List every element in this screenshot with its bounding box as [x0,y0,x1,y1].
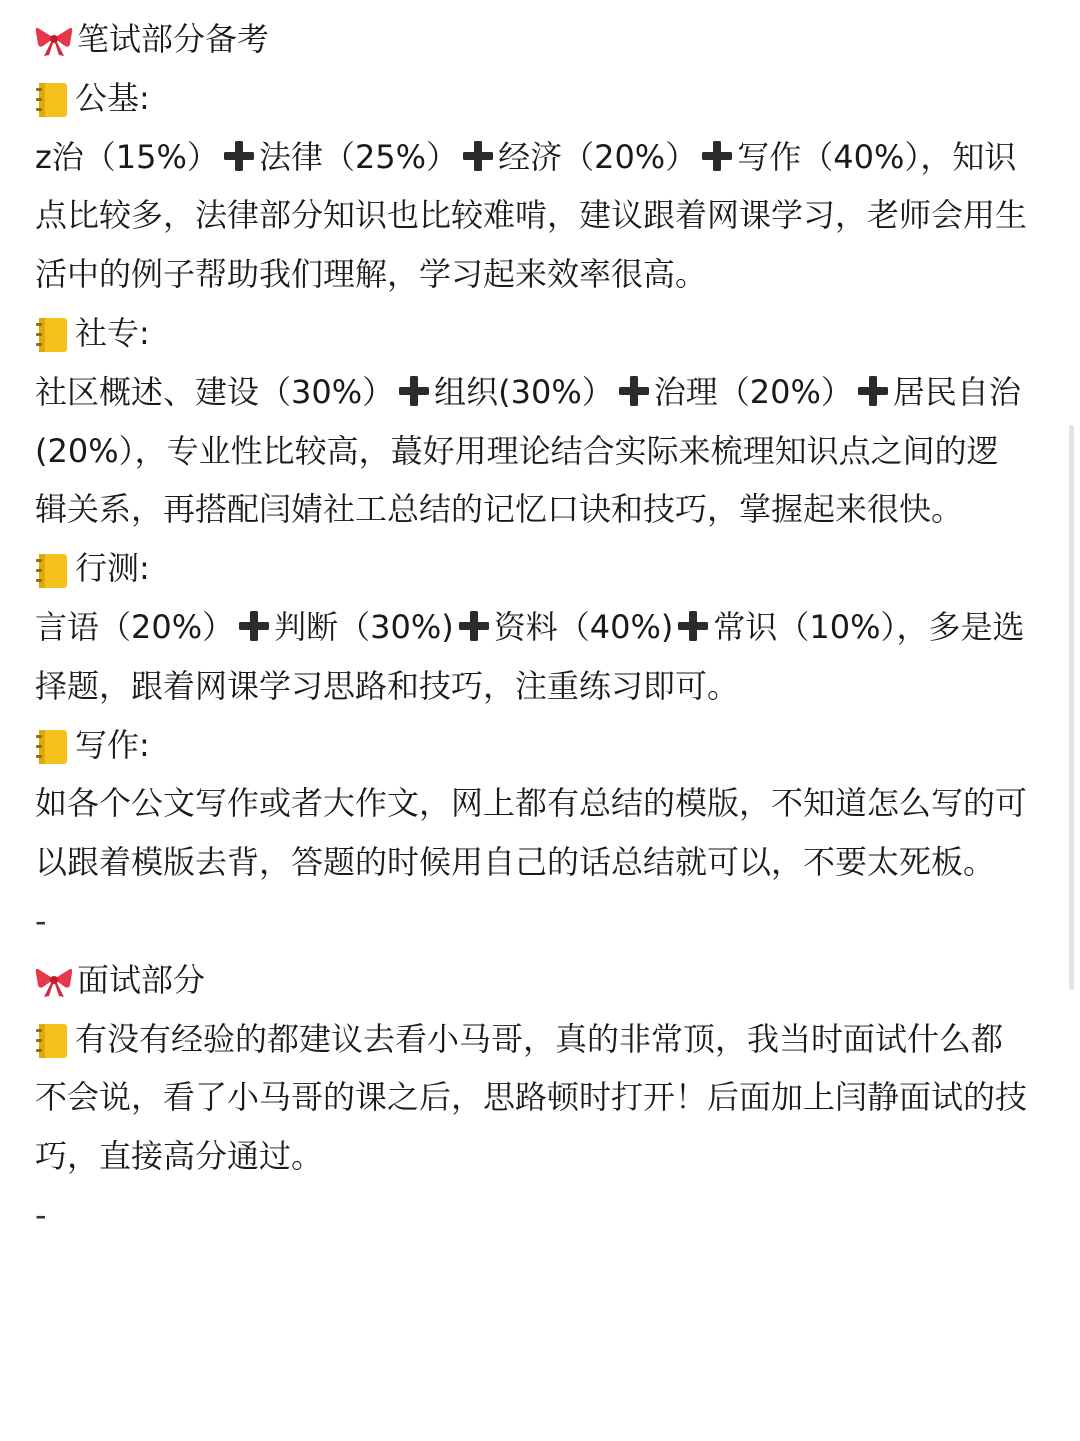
plus-icon [699,138,735,174]
subheading-text: 写作: [75,725,150,764]
plus-icon [456,608,492,644]
subheading-text: 公基: [75,78,150,117]
notebook-icon [35,728,69,766]
notebook-icon [35,316,69,354]
paragraph-line: 择题，跟着网课学习思路和技巧，注重练习即可。 [35,666,740,705]
text-segment: 言语（20%） [35,607,235,646]
subheading-gongji [35,69,1045,128]
text-segment: 写作（40%），知识 [737,137,1017,176]
subheading-text: 社专: [75,313,150,352]
subheading-text: 行测: [75,549,150,588]
paragraph-line: 活中的例子帮助我们理解，学习起来效率很高。 [35,255,708,294]
ribbon-bow-icon [35,24,73,58]
section-title-text: 笔试部分备考 [77,20,270,58]
scrollbar[interactable] [1069,425,1074,990]
text-segment: 资料（40%) [493,607,674,646]
plus-icon [221,138,257,174]
text-segment: 社区概述、建设（30%） [35,372,395,411]
paragraph-line: 巧，直接高分通过。 [35,1137,324,1176]
paragraph-line [35,1010,1045,1069]
subheading-xiezuo [35,716,1045,775]
divider-dash: - [35,1195,47,1234]
text-segment: 治理（20%） [653,372,853,411]
plus-icon [396,373,432,409]
text-segment: 法律（25%） [258,137,459,176]
paragraph-line: (20%），专业性比较高，蕞好用理论结合实际来梳理知识点之间的逻 [35,431,999,470]
text-segment: 判断（30%) [274,607,454,646]
text-segment: 有没有经验的都建议去看小马哥，真的非常顶，我当时面试什么都 [75,1019,1004,1058]
text-segment: 常识（10%），多是选 [713,607,1025,646]
paragraph-line: 以跟着模版去背，答题的时候用自己的话总结就可以，不要太死板。 [35,843,996,882]
notebook-icon [35,1022,69,1060]
text-segment: z治（15%） [35,137,219,176]
section-title-written-exam [35,10,1045,69]
subheading-xingce [35,539,1045,598]
paragraph-line [35,598,1045,657]
paragraph-line [35,363,1045,422]
section-title-text: 面试部分 [77,960,206,999]
section-title-interview [35,951,1045,1010]
plus-icon [236,608,272,644]
plus-icon [460,138,496,174]
ribbon-bow-icon [35,965,73,999]
subheading-shezhuan [35,304,1045,363]
divider-dash: - [35,901,47,940]
text-segment: 居民自治 [892,372,1021,411]
paragraph-line [35,128,1045,187]
paragraph-line: 点比较多，法律部分知识也比较难啃，建议跟着网课学习，老师会用生 [35,196,1028,235]
text-segment: 经济（20%） [498,137,698,176]
text-segment: 组织(30%） [434,372,614,411]
notebook-icon [35,81,69,119]
plus-icon [675,608,711,644]
plus-icon [616,373,652,409]
notebook-icon [35,552,69,590]
paragraph-line: 如各个公文写作或者大作文，网上都有总结的模版，不知道怎么写的可 [35,784,1028,823]
plus-icon [855,373,891,409]
paragraph-line: 不会说，看了小马哥的课之后，思路顿时打开！后面加上闫静面试的技 [35,1078,1028,1117]
note-content [35,10,1045,1245]
paragraph-line: 辑关系，再搭配闫婧社工总结的记忆口诀和技巧，掌握起来很快。 [35,490,964,529]
